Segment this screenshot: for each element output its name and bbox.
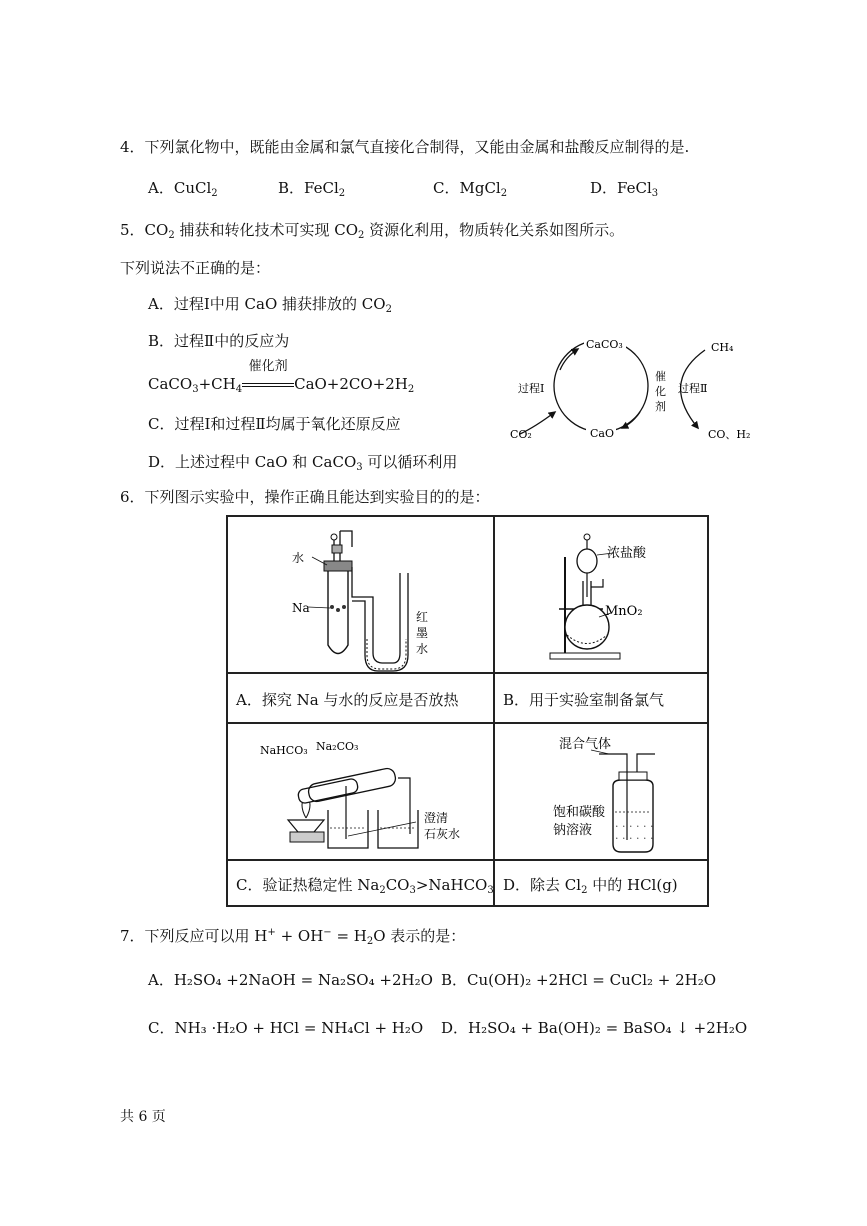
- q5-diagram-cao: CaO: [590, 427, 614, 440]
- q6-label-na: Na: [292, 601, 310, 615]
- q7-stem: 7．下列反应可以用 $H^+ + OH^- = H_2O$ 表示的是：: [120, 927, 466, 947]
- q5-diagram-catalyst-1: 催: [655, 370, 666, 383]
- q5-diagram-caco3: CaCO₃: [586, 338, 623, 351]
- q6-label-nahco3: NaHCO₃: [260, 744, 308, 757]
- q7-option-d: D．H₂SO₄ + Ba(OH)₂ = BaSO₄ ↓ +2H₂O: [441, 1019, 748, 1037]
- q6-label-mixed-gas: 混合气体: [559, 737, 612, 752]
- q5-option-a: A．过程Ⅰ中用 CaO 捕获排放的 $CO_2$: [148, 295, 392, 315]
- q5-option-d: D．上述过程中 CaO 和 CaCO$_3$ 可以循环利用: [148, 453, 458, 473]
- q4-option-d: D．FeCl$_3$: [590, 179, 659, 199]
- q6-table-divider: [226, 859, 709, 861]
- q6-label-limewater-2: 石灰水: [424, 827, 461, 841]
- svg-text:· · · · · ·: · · · · · ·: [615, 820, 654, 833]
- q6-table-divider: [226, 672, 709, 674]
- q5-stem: 5．$CO_2$ 捕获和转化技术可实现 $CO_2$ 资源化利用，物质转化关系如图所示。: [120, 221, 625, 241]
- q6-apparatus-b: [495, 517, 707, 672]
- svg-text:· · · · · ·: · · · · · ·: [615, 832, 654, 845]
- q6-stem: 6．下列图示实验中，操作正确且能达到实验目的的是：: [120, 488, 490, 506]
- q5-catalyst-condition: 催化剂: [248, 359, 288, 374]
- q6-apparatus-a: [228, 517, 493, 672]
- q6-label-sat-2: 钠溶液: [553, 823, 593, 838]
- q5-line2: 下列说法不正确的是：: [120, 259, 271, 277]
- q5-option-b: B．过程Ⅱ中的反应为: [148, 332, 290, 350]
- q6-label-red-ink-3: 水: [416, 642, 429, 656]
- q6-label-mno2: MnO₂: [605, 604, 643, 619]
- q6-caption-a: A．探究 Na 与水的反应是否放热: [236, 691, 459, 709]
- q5-equation: $CaCO_3+CH_4$ 催化剂 $CaO+2CO+2H_2$: [148, 359, 415, 395]
- q7-option-c: C．NH₃ ·H₂O + HCl = NH₄Cl + H₂O: [148, 1019, 424, 1037]
- q6-apparatus-c: [228, 724, 493, 859]
- q5-diagram-products: CO、H₂: [708, 428, 751, 441]
- q6-caption-d: D．除去 $Cl_2$ 中的 HCl(g): [503, 876, 678, 896]
- q6-caption-b: B．用于实验室制备氯气: [503, 691, 665, 709]
- q6-label-red-ink-2: 墨: [416, 626, 429, 640]
- q4-option-a: A．CuCl$_2$: [148, 179, 218, 199]
- q6-label-na2co3: Na₂CO₃: [316, 740, 359, 753]
- q4-option-b: B．FeCl$_2$: [278, 179, 346, 199]
- page-footer: 共 6 页: [120, 1109, 166, 1125]
- q5-option-c: C．过程Ⅰ和过程Ⅱ均属于氧化还原反应: [148, 415, 401, 433]
- q5-diagram-co2: CO₂: [510, 428, 532, 441]
- q6-apparatus-d: [495, 724, 707, 859]
- q5-diagram-process1: 过程Ⅰ: [518, 382, 545, 395]
- q6-label-conc-hcl: 浓盐酸: [607, 546, 647, 561]
- q7-option-a: A．H₂SO₄ +2NaOH = Na₂SO₄ +2H₂O: [148, 971, 433, 989]
- q6-caption-c: C．验证热稳定性 $Na_2CO_3>NaHCO_3$: [236, 876, 494, 896]
- q6-label-sat-1: 饱和碳酸: [553, 805, 606, 820]
- q5-diagram-catalyst-2: 化: [655, 385, 666, 398]
- q6-label-water: 水: [292, 551, 305, 565]
- q4-option-c: C．MgCl$_2$: [433, 179, 508, 199]
- q6-label-limewater-1: 澄清: [424, 811, 449, 825]
- q5-diagram-catalyst-3: 剂: [655, 400, 666, 413]
- q5-diagram-ch4: CH₄: [711, 341, 734, 354]
- q6-label-red-ink-1: 红: [416, 610, 429, 624]
- q5-cycle-diagram: [500, 332, 760, 447]
- q5-diagram-process2: 过程Ⅱ: [678, 382, 708, 395]
- q4-stem: 4．下列氯化物中，既能由金属和氯气直接化合制得，又能由金属和盐酸反应制得的是.: [120, 138, 690, 156]
- q7-option-b: B．Cu(OH)₂ +2HCl = CuCl₂ + 2H₂O: [441, 971, 717, 989]
